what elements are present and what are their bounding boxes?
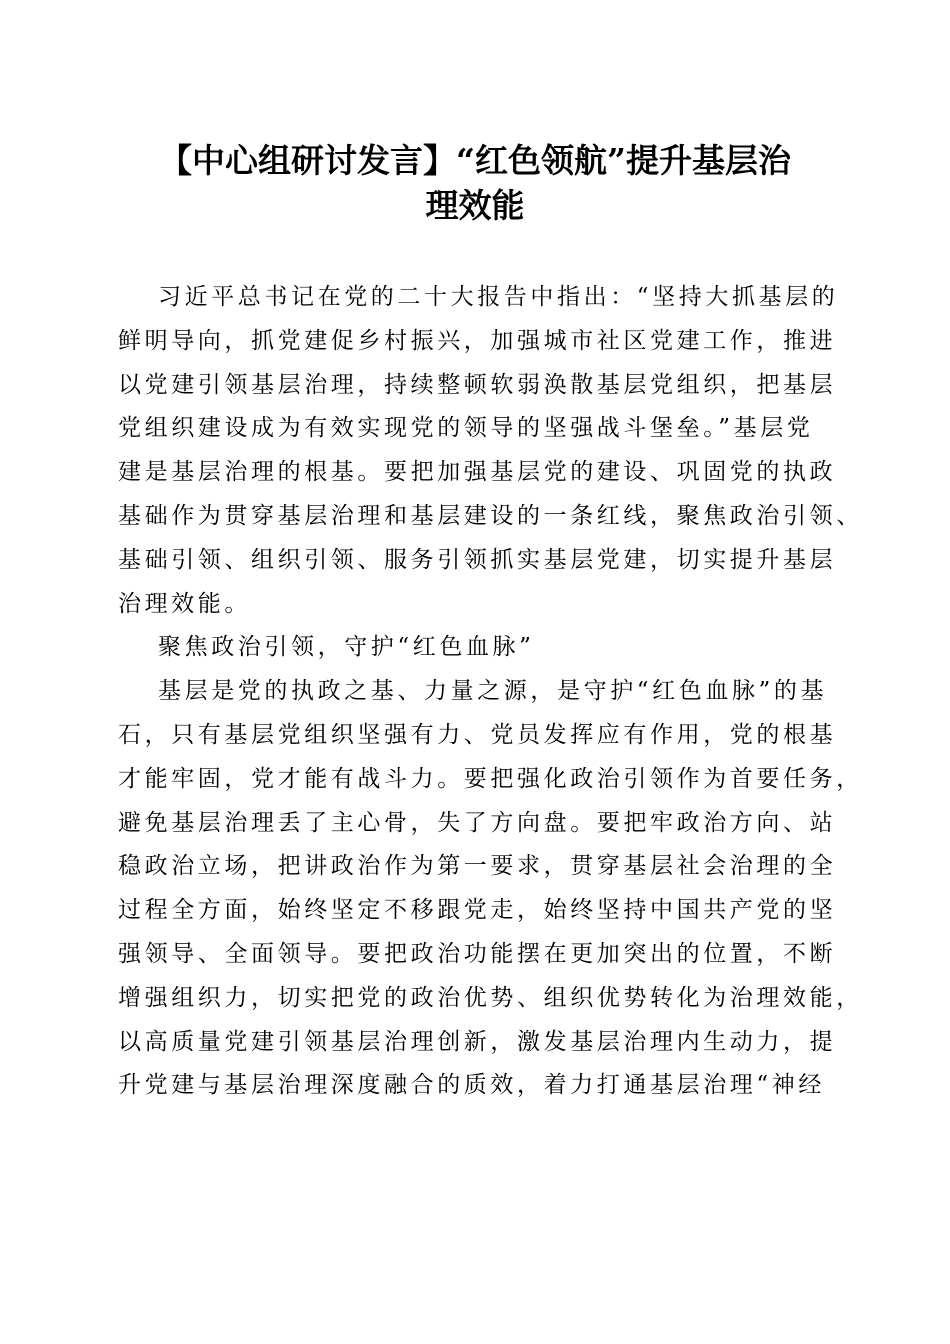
text-line: 强领导、全面领导。要把政治功能摆在更加突出的位置，不断 <box>118 940 837 967</box>
heading-line: 聚焦政治引领，守护“红色血脉” <box>158 634 535 661</box>
text-line: 过程全方面，始终坚定不移跟党走，始终坚持中国共产党的坚 <box>118 897 837 924</box>
document-title <box>0 138 950 228</box>
text-line: 才能牢固，党才能有战斗力。要把强化政治引领作为首要任务， <box>118 765 863 792</box>
paragraph-political-leadership <box>118 670 863 1108</box>
title-line: 理效能 <box>425 186 525 225</box>
text-line: 石，只有基层党组织坚强有力、党员发挥应有作用，党的根基 <box>118 721 837 748</box>
text-line: 鲜明导向，抓党建促乡村振兴，加强城市社区党建工作，推进 <box>118 327 837 354</box>
text-line: 稳政治立场，把讲政治作为第一要求，贯穿基层社会治理的全 <box>118 853 837 880</box>
document-body <box>118 276 863 1108</box>
text-line: 以党建引领基层治理，持续整顿软弱涣散基层党组织，把基层 <box>118 371 837 398</box>
paragraph-intro <box>118 276 863 626</box>
text-line: 建是基层治理的根基。要把加强基层党的建设、巩固党的执政 <box>118 459 837 486</box>
text-line: 以高质量党建引领基层治理创新，激发基层治理内生动力，提 <box>118 1028 837 1055</box>
text-line: 基础引领、组织引领、服务引领抓实基层党建，切实提升基层 <box>118 546 837 573</box>
text-line: 增强组织力，切实把党的政治优势、组织优势转化为治理效能， <box>118 984 863 1011</box>
text-line: 基础作为贯穿基层治理和基层建设的一条红线，聚焦政治引领、 <box>118 502 863 529</box>
section-heading <box>118 626 828 670</box>
text-line: 党组织建设成为有效实现党的领导的坚强战斗堡垒。”基层党 <box>118 415 814 442</box>
title-line: 【中心组研讨发言】“红色领航”提升基层治 <box>159 141 791 180</box>
text-line: 避免基层治理丢了主心骨，失了方向盘。要把牢政治方向、站 <box>118 809 837 836</box>
text-line: 治理效能。 <box>118 590 251 617</box>
text-line: 习近平总书记在党的二十大报告中指出：“坚持大抓基层的 <box>158 284 839 310</box>
text-line: 基层是党的执政之基、力量之源，是守护“红色血脉”的基 <box>158 678 828 705</box>
text-line: 升党建与基层治理深度融合的质效，着力打通基层治理“神经 <box>118 1072 825 1099</box>
